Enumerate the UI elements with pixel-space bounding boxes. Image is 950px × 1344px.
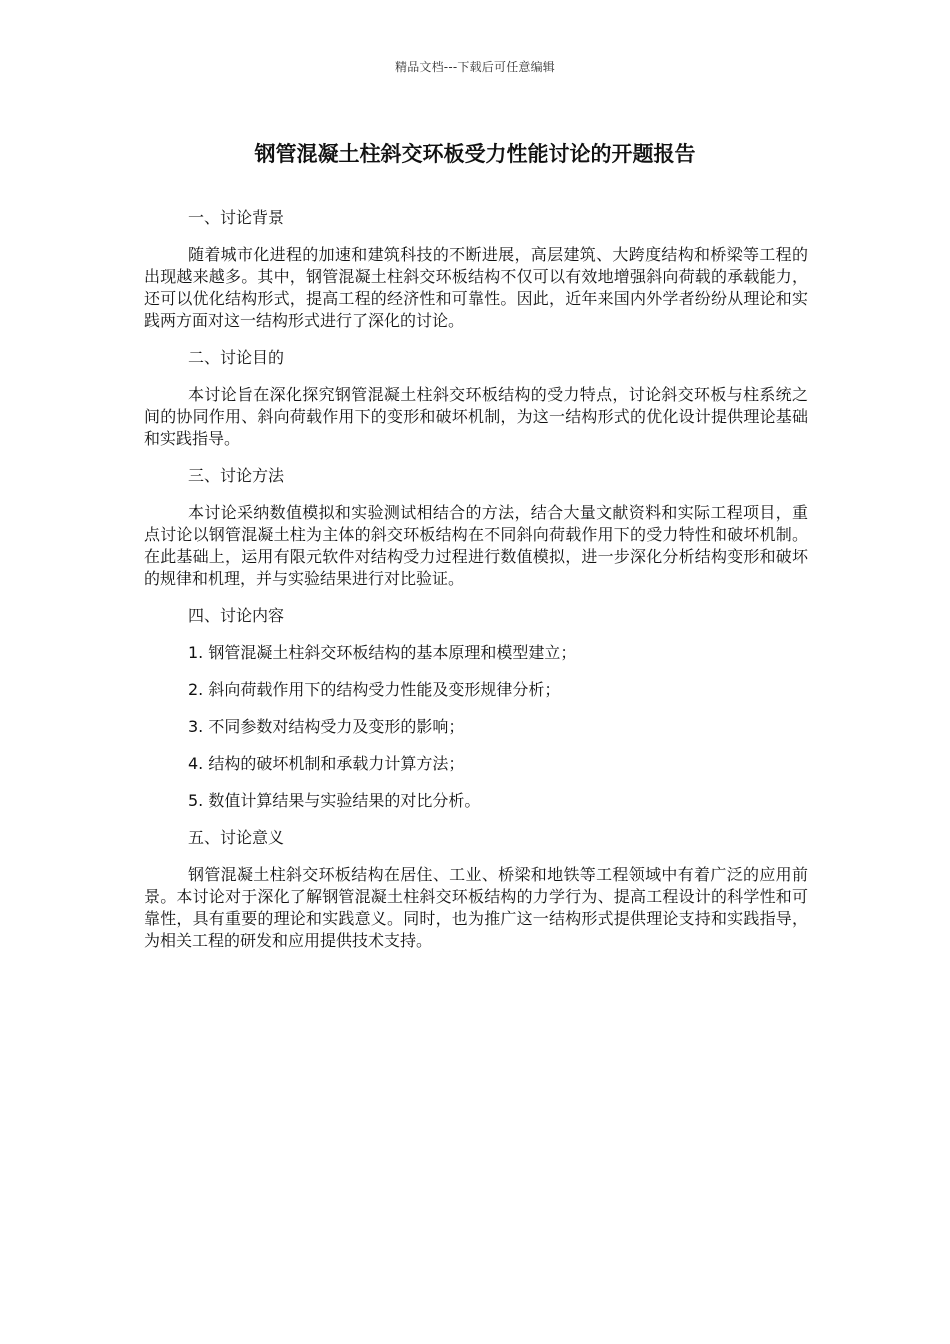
section-text-significance: 钢管混凝土柱斜交环板结构在居住、工业、桥梁和地铁等工程领域中有着广泛的应用前景。本讨论对于深化了解钢管混凝土柱斜交环板结构的力学行为、提高工程设计的科学性和可靠性，具有重要的理论和实践意义。同时，也为推广这一结构形式提供理论支持和实践指导，为相关工程的研发和应用提供技术支持。	[144, 865, 808, 950]
header-note: 精品文档---下载后可任意编辑	[395, 60, 555, 74]
content-list-item: 4. 结构的破坏机制和承载力计算方法；	[188, 754, 465, 773]
section-heading-purpose: 二、讨论目的	[188, 348, 285, 367]
content-list-item: 5. 数值计算结果与实验结果的对比分析。	[188, 791, 481, 810]
section-heading-method: 三、讨论方法	[188, 466, 285, 485]
content-list-item: 2. 斜向荷载作用下的结构受力性能及变形规律分析；	[188, 680, 561, 699]
document-title: 钢管混凝土柱斜交环板受力性能讨论的开题报告	[254, 142, 696, 166]
content-list-item: 3. 不同参数对结构受力及变形的影响；	[188, 717, 465, 736]
section-heading-significance: 五、讨论意义	[188, 828, 285, 847]
content-list-item: 1. 钢管混凝土柱斜交环板结构的基本原理和模型建立；	[188, 643, 577, 662]
section-text-background: 随着城市化进程的加速和建筑科技的不断进展，高层建筑、大跨度结构和桥梁等工程的出现越来越多。其中，钢管混凝土柱斜交环板结构不仅可以有效地增强斜向荷载的承载能力，还可以优化结构形式，提高工程的经济性和可靠性。因此，近年来国内外学者纷纷从理论和实践两方面对这一结构形式进行了深化的讨论。	[144, 245, 808, 330]
section-heading-background: 一、讨论背景	[188, 208, 285, 227]
section-heading-contents: 四、讨论内容	[188, 606, 285, 625]
section-text-method: 本讨论采纳数值模拟和实验测试相结合的方法，结合大量文献资料和实际工程项目，重点讨论以钢管混凝土柱为主体的斜交环板结构在不同斜向荷载作用下的受力特性和破坏机制。在此基础上，运用有限元软件对结构受力过程进行数值模拟，进一步深化分析结构变形和破坏的规律和机理，并与实验结果进行对比验证。	[144, 503, 808, 588]
section-text-purpose: 本讨论旨在深化探究钢管混凝土柱斜交环板结构的受力特点，讨论斜交环板与柱系统之间的协同作用、斜向荷载作用下的变形和破坏机制，为这一结构形式的优化设计提供理论基础和实践指导。	[144, 385, 808, 448]
document-body	[144, 207, 808, 967]
